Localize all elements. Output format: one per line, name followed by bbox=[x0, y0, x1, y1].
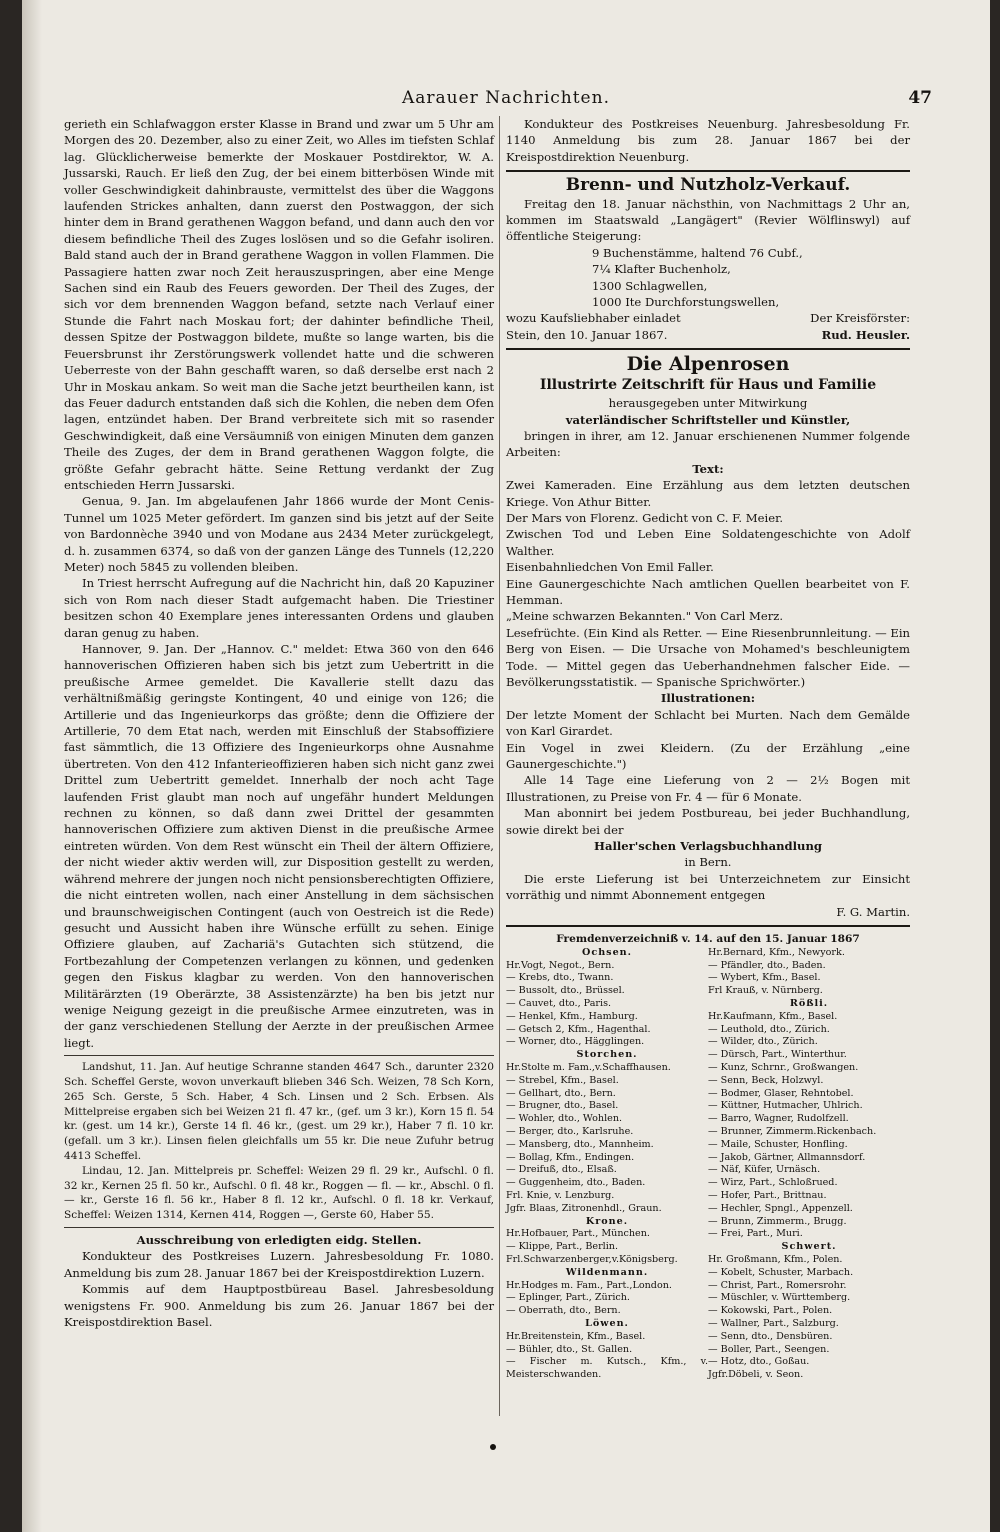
guest-entry: Hr.Bernard, Kfm., Newyork. bbox=[708, 946, 845, 958]
guest-entry: Frl.Schwarzenberger,v.Königsberg. bbox=[506, 1254, 678, 1266]
guest-entry: — Bollag, Kfm., Endingen. bbox=[506, 1151, 635, 1163]
guest-entry: — Müschler, v. Württemberg. bbox=[708, 1292, 851, 1304]
column-divider bbox=[499, 116, 500, 1416]
guest-entry: Hr.Hofbauer, Part., München. bbox=[506, 1228, 650, 1240]
guest-entry: — Getsch 2, Kfm., Hagenthal. bbox=[506, 1023, 651, 1035]
guest-entry: — Leuthold, dto., Zürich. bbox=[708, 1023, 830, 1035]
page-number: 47 bbox=[908, 88, 932, 108]
wood-sale-footer-2 bbox=[506, 327, 910, 343]
guest-entry: — Bussolt, dto., Brüssel. bbox=[506, 985, 625, 997]
guest-entry: — Berger, dto., Karlsruhe. bbox=[506, 1126, 634, 1138]
guest-entry: — Strebel, Kfm., Basel. bbox=[506, 1074, 619, 1086]
guest-list-col-2 bbox=[708, 947, 910, 1382]
hotel-name: Wildenmann. bbox=[565, 1266, 649, 1278]
text-heading: Text: bbox=[692, 461, 724, 476]
wood-sale-invite: wozu Kaufsliebhaber einladet bbox=[506, 311, 681, 326]
guest-entry: — Senn, Beck, Holzwyl. bbox=[708, 1074, 824, 1086]
divider bbox=[506, 925, 910, 927]
guest-entry: — Pfändler, dto., Baden. bbox=[708, 959, 826, 971]
text-item: Zwischen Tod und Leben Eine Soldatengeschichte von Adolf Walther. bbox=[506, 527, 910, 558]
guest-entry: — Wallner, Part., Salzburg. bbox=[708, 1318, 839, 1329]
publisher-name: Haller'schen Verlagsbuchhandlung bbox=[593, 839, 822, 854]
guest-entry: — Oberrath, dto., Bern. bbox=[506, 1305, 621, 1317]
guest-entry: — Hofer, Part., Brittnau. bbox=[708, 1190, 827, 1202]
publisher-city: in Bern. bbox=[684, 855, 732, 870]
guest-entry: — Mansberg, dto., Mannheim. bbox=[506, 1138, 654, 1150]
text-item: Der Mars von Florenz. Gedicht von C. F. Meier. bbox=[506, 510, 784, 525]
guest-entry: — Christ, Part., Romersrohr. bbox=[708, 1279, 847, 1291]
wood-sale-signer: Rud. Heusler. bbox=[821, 327, 910, 342]
guest-entry: — Barro, Wagner, Rudolfzell. bbox=[708, 1113, 849, 1125]
page-header bbox=[22, 88, 990, 112]
alpenrosen-title: Die Alpenrosen bbox=[626, 353, 790, 376]
guest-entry: — Worner, dto., Hägglingen. bbox=[506, 1036, 645, 1048]
guest-entry: Hr.Kaufmann, Kfm., Basel. bbox=[708, 1010, 838, 1022]
article-triest: In Triest herrscht Aufregung auf die Nachricht hin, daß 20 Kapuziner sich von Rom nach dieser Stadt aufgemacht haben. Die Triestiner besitzen schon 40 Exemplare jenes interessanten Ordens und glauben daran genug zu haben. bbox=[64, 576, 494, 640]
guest-entry: — Brunner, Zimmerm.Rickenbach. bbox=[708, 1126, 877, 1138]
guest-entry: — Wilder, dto., Zürich. bbox=[708, 1036, 818, 1048]
newspaper-title: Aarauer Nachrichten. bbox=[402, 88, 610, 108]
notice-heading: Ausschreibung von erledigten eidg. Stellen. bbox=[136, 1232, 422, 1247]
wood-sale-item: 1300 Schlagwellen, bbox=[592, 278, 708, 293]
alpenrosen-terms: Alle 14 Tage eine Lieferung von 2 — 2½ Bogen mit Illustrationen, zu Preise von Fr. 4 — für 6 Monate. bbox=[506, 773, 910, 804]
guest-entry: — Maile, Schuster, Honfling. bbox=[708, 1138, 848, 1150]
guest-list-columns bbox=[506, 947, 910, 1382]
hotel-name: Krone. bbox=[585, 1215, 629, 1227]
text-item: Lesefrüchte. (Ein Kind als Retter. — Eine Riesenbrunnleitung. — Ein Berg von Eisen. — Die Ursache von Mohamed's beschleunigtem Tode. — Mittel gegen das Ueberhandnehmen falscher Eide. — Bevölkerungsstatistik. — Spanische Sprichwörter.) bbox=[506, 625, 910, 689]
guest-entry: Jgfr. Blaas, Zitronenhdl., Graun. bbox=[506, 1202, 662, 1214]
guest-entry: — Fischer m. Kutsch., Kfm., v. Meisterschwanden. bbox=[506, 1356, 708, 1381]
wood-sale-sign-title: Der Kreisförster: bbox=[810, 311, 910, 326]
guest-entry: — Wohler, dto., Wohlen. bbox=[506, 1113, 623, 1125]
hotel-name: Löwen. bbox=[585, 1318, 629, 1329]
guest-entry: — Dürsch, Part., Winterthur. bbox=[708, 1049, 847, 1061]
wood-sale-item: 9 Buchenstämme, haltend 76 Cubf., bbox=[592, 245, 803, 260]
guest-entry: — Brugner, dto., Basel. bbox=[506, 1100, 619, 1112]
guest-entry: Frl. Knie, v. Lenzburg. bbox=[506, 1190, 615, 1202]
notice-luzern: Kondukteur des Postkreises Luzern. Jahresbesoldung Fr. 1080. Anmeldung bis zum 28. Januar 1867 bei der Kreispostdirektion Luzern. bbox=[64, 1249, 494, 1280]
guest-entry: — Henkel, Kfm., Hamburg. bbox=[506, 1010, 638, 1022]
divider bbox=[64, 1055, 494, 1056]
guest-entry: Frl Krauß, v. Nürnberg. bbox=[708, 985, 823, 997]
notice-basel: Kommis auf dem Hauptpostbüreau Basel. Jahresbesoldung wenigstens Fr. 900. Anmeldung bis zum 26. Januar 1867 bei der Kreispostdirektion Basel. bbox=[64, 1282, 494, 1329]
illustrations-heading: Illustrationen: bbox=[660, 691, 756, 706]
alpenrosen-ad bbox=[506, 353, 910, 920]
guest-entry: — Frei, Part., Muri. bbox=[708, 1228, 803, 1240]
guest-entry: Hr.Vogt, Negot., Bern. bbox=[506, 959, 615, 971]
market-report-lindau: Lindau, 12. Jan. Mittelpreis pr. Scheffel: Weizen 29 fl. 29 kr., Aufschl. 0 fl. 32 kr., Kernen 25 fl. 50 kr., Aufschl. 0 fl. 48 kr., Roggen — fl. — kr., Abschl. 0 fl. — kr., Gerste 16 fl. 56 kr., Haber 8 fl. 12 kr., Aufschl. 0 fl. 18 kr. Verkauf, Scheffel: Weizen 1314, Kernen 414, Roggen —, Gerste 60, Haber 55. bbox=[64, 1164, 494, 1222]
guest-entry: — Wybert, Kfm., Basel. bbox=[708, 972, 821, 984]
article-hannover: Hannover, 9. Jan. Der „Hannov. C." meldet: Etwa 360 von den 646 hannoverischen Offizieren haben sich bis jetzt zum Uebertritt in die preußische Armee gemeldet. Die Kavallerie stellt dazu das verhältnißmäßig geringste Kontingent, 40 und einige von 126; die Artillerie und das Ingenieurkorps das größte; denn die Offiziere der Artillerie, 70 dem Etat nach, werden mit Einschluß der Stabsoffiziere fast sämmtlich, die 13 Offiziere des Ingenieurkorps ohne Ausnahme übertreten. Von den 412 Infanterieoffizieren haben sich nicht ganz zwei Drittel zum Uebertritt gemeldet. Innerhalb der noch acht Tage laufenden Frist glaubt man noch auf ungefähr hundert Meldungen rechnen zu können, so daß dann zwei Drittel der gesammten hannoverischen Offiziere zum aktiven Dienst in die preußische Armee eintreten würden. Von dem Rest wünscht ein Theil der ältern Offiziere, der nicht wieder aktiv werden will, zur Disposition gestellt zu werden, während mehrere der jungen noch nicht pensionsberechtigten Offiziere, die nicht eintreten wollen, nach einer Anstellung in dem sächsischen und braunschweigischen Contingent (auch von Oestreich ist die Rede) gesucht und Aussicht haben ihre Wünsche erfüllt zu sehen. Einige Offiziere glauben, auf Zachariä's Gutachten sich stützend, die Fortbezahlung der Competenzen verlangen zu können, und gedenken gegen den Fiskus klagbar zu werden. Von den hannoverischen Militärärzten (19 Oberärzte, 38 Assistenzärzte) ha ben bis jetzt nur wenige Neigung gezeigt in die preußische Armee einzutreten, was in der ganz verschiedenen Stellung der Aerzte in der preußischen Armee liegt. bbox=[64, 642, 494, 1050]
illustration-item: Ein Vogel in zwei Kleidern. (Zu der Erzählung „eine Gaunergeschichte.") bbox=[506, 740, 910, 772]
guest-entry: — Kokowski, Part., Polen. bbox=[708, 1305, 833, 1317]
wood-sale-intro: Freitag den 18. Januar nächsthin, von Nachmittags 2 Uhr an, kommen im Staatswald „Langägert" (Revier Wölflinswyl) auf öffentliche Steigerung: bbox=[506, 196, 910, 244]
divider bbox=[506, 348, 910, 350]
guest-entry: — Bodmer, Glaser, Rehntobel. bbox=[708, 1087, 854, 1099]
guest-entry: — Hechler, Spngl., Appenzell. bbox=[708, 1202, 853, 1214]
hotel-name: Storchen. bbox=[576, 1049, 638, 1061]
left-column bbox=[64, 116, 494, 1330]
guest-entry: — Gellhart, dto., Bern. bbox=[506, 1087, 616, 1099]
guest-entry: — Dreifuß, dto., Elsaß. bbox=[506, 1164, 617, 1176]
text-item: „Meine schwarzen Bekannten." Von Carl Merz. bbox=[506, 609, 784, 624]
guest-entry: — Eplinger, Part., Zürich. bbox=[506, 1292, 630, 1304]
page-mark bbox=[490, 1444, 496, 1450]
alpenrosen-subscribe: Man abonnirt bei jedem Postbureau, bei jeder Buchhandlung, sowie direkt bei der bbox=[506, 806, 910, 837]
divider bbox=[506, 170, 910, 172]
article-train-fire: gerieth ein Schlafwaggon erster Klasse in Brand und zwar um 5 Uhr am Morgen des 20. Dezember, also zu einer Zeit, wo Alles im tiefsten Schlaf lag. Glücklicherweise bemerkte der Moskauer Postdirektor, W. A. Jussarski, Rauch. Er ließ den Zug, der bei einem bitterbösen Winde mit voller Geschwindigkeit dahinbrauste, vermittelst des über die Waggons laufenden Strickes anhalten, dann zuerst den Postwaggon, der sich hinter dem in Brand gerathenen Waggon befand, und dann auch den vor diesem befindliche Theil des Zuges loslösen und so die Gefahr isoliren. Bald stand auch der in Brand gerathene Waggon in vollen Flammen. Die Passagiere hatten zwar noch Zeit herauszuspringen, aber eine Menge Sachen sind ein Raub des Feuers geworden. Der Theil des Zuges, der sich vor dem brennenden Waggon befand, setzte nach Verlauf einer Stunde die Fahrt nach Moskau fort; der dahinter befindliche Theil, dessen Spitze der Postwaggon bildete, mußte so lange warten, bis die Feuersbrunst ihr Zerstörungswerk vollendet hatte und die schweren Ueberreste von der Bahn geschafft waren, so daß derselbe erst nach 2 Uhr in Moskau ankam. So weit man die Sache jetzt beurtheilen kann, ist das Feuer dadurch entstanden daß sich die Kohlen, die neben dem Ofen lagen, entzündet haben. Der Brand verbreitete sich mit so rasender Geschwindigkeit, daß eine Versäumniß von einigen Minuten dem ganzen Theile des Zuges, der dem in Brand gerathenen Waggon folgte, die größte Gefahr gebracht hätte. Seine Rettung verdankt der Zug entschieden Herrn Jussarski. bbox=[64, 117, 494, 492]
guest-entry: Hr.Hodges m. Fam., Part.,London. bbox=[506, 1279, 672, 1291]
wood-sale-item: 1000 Ite Durchforstungswellen, bbox=[592, 295, 780, 310]
text-item: Eisenbahnliedchen Von Emil Faller. bbox=[506, 560, 714, 575]
alpenrosen-line2: vaterländischer Schriftsteller und Künstler, bbox=[565, 412, 851, 427]
wood-sale-footer bbox=[506, 310, 910, 326]
guest-entry: Hr.Stolte m. Fam.,v.Schaffhausen. bbox=[506, 1062, 671, 1074]
guest-entry: — Krebs, dto., Twann. bbox=[506, 972, 614, 984]
wood-sale-items bbox=[506, 245, 910, 311]
article-genua: Genua, 9. Jan. Im abgelaufenen Jahr 1866 wurde der Mont Cenis-Tunnel um 1025 Meter gefördert. Im ganzen sind bis jetzt auf der Seite von Bardonnèche 3940 und von Modane aus 2434 Meter zurückgelegt, d. h. zusammen 6374, so daß von der ganzen Länge des Tunnels (12,220 Meter) noch 5845 zu vollenden bleiben. bbox=[64, 494, 494, 574]
guest-list-title: Fremdenverzeichniß v. 14. auf den 15. Januar 1867 bbox=[556, 933, 860, 946]
wood-sale-title: Brenn- und Nutzholz-Verkauf. bbox=[565, 175, 851, 196]
guest-entry: — Boller, Part., Seengen. bbox=[708, 1343, 830, 1355]
alpenrosen-signer: F. G. Martin. bbox=[836, 904, 910, 919]
newspaper-page bbox=[22, 0, 990, 1532]
text-item: Zwei Kameraden. Eine Erzählung aus dem letzten deutschen Kriege. Von Athur Bitter. bbox=[506, 478, 910, 509]
guest-entry: — Klippe, Part., Berlin. bbox=[506, 1241, 619, 1253]
notice-neuenburg: Kondukteur des Postkreises Neuenburg. Jahresbesoldung Fr. 1140 Anmeldung bis zum 28. Januar 1867 bei der Kreispostdirektion Neuenburg. bbox=[506, 117, 910, 164]
guest-entry: Hr.Breitenstein, Kfm., Basel. bbox=[506, 1330, 646, 1342]
guest-entry: — Kobelt, Schuster, Marbach. bbox=[708, 1266, 854, 1278]
wood-sale-place: Stein, den 10. Januar 1867. bbox=[506, 327, 668, 342]
hotel-name: Schwert. bbox=[781, 1241, 837, 1253]
guest-entry: — Cauvet, dto., Paris. bbox=[506, 998, 612, 1010]
alpenrosen-subtitle: Illustrirte Zeitschrift für Haus und Familie bbox=[539, 376, 877, 393]
guest-entry: Jgfr.Döbeli, v. Seon. bbox=[708, 1369, 804, 1381]
guest-entry: — Küttner, Hutmacher, Uhlrich. bbox=[708, 1100, 863, 1112]
alpenrosen-intro: bringen in ihrer, am 12. Januar erschienenen Nummer folgende Arbeiten: bbox=[506, 428, 910, 460]
market-report-landshut: Landshut, 11. Jan. Auf heutige Schranne standen 4647 Sch., darunter 2320 Sch. Scheffel Gerste, wovon unverkauft blieben 346 Sch. Weizen, 78 Sch Korn, 265 Sch. Gerste, 5 Sch. Haber, 4 Sch. Linsen und 2 Sch. Erbsen. Als Mittelpreise ergaben sich bei Weizen 21 fl. 47 kr., (gef. um 3 kr.), Korn 15 fl. 54 kr. (gest. um 14 kr.), Gerste 14 fl. 46 kr., (gest. um 29 kr.), Haber 7 fl. 10 kr. (gefall. um 3 kr.). Linsen fielen gleichfalls um 55 kr. Die neue Zufuhr betrug 4413 Scheffel. bbox=[64, 1061, 494, 1162]
wood-sale-ad bbox=[506, 177, 910, 343]
guest-list bbox=[506, 932, 910, 1382]
guest-entry: — Hotz, dto., Goßau. bbox=[708, 1356, 810, 1368]
divider bbox=[64, 1227, 494, 1228]
guest-entry: — Näf, Küfer, Urnäsch. bbox=[708, 1164, 821, 1176]
guest-entry: Hr. Großmann, Kfm., Polen. bbox=[708, 1254, 843, 1266]
wood-sale-item: 7¼ Klafter Buchenholz, bbox=[592, 262, 731, 277]
text-item: Eine Gaunergeschichte Nach amtlichen Quellen bearbeitet von F. Hemman. bbox=[506, 576, 910, 607]
illustration-item: Der letzte Moment der Schlacht bei Murten. Nach dem Gemälde von Karl Girardet. bbox=[506, 707, 910, 739]
guest-entry: — Kunz, Schrnr., Großwangen. bbox=[708, 1062, 859, 1074]
right-column bbox=[506, 116, 910, 1382]
hotel-name: Rößli. bbox=[789, 998, 829, 1010]
guest-entry: — Brunn, Zimmerm., Brugg. bbox=[708, 1215, 847, 1227]
hotel-name: Ochsen. bbox=[582, 946, 632, 958]
guest-entry: — Guggenheim, dto., Baden. bbox=[506, 1177, 646, 1189]
guest-entry: — Bühler, dto., St. Gallen. bbox=[506, 1343, 633, 1355]
guest-entry: — Senn, dto., Densbüren. bbox=[708, 1330, 833, 1342]
guest-list-col-1 bbox=[506, 947, 708, 1382]
alpenrosen-line1: herausgegeben unter Mitwirkung bbox=[608, 396, 808, 411]
alpenrosen-delivery: Die erste Lieferung ist bei Unterzeichnetem zur Einsicht vorräthig und nimmt Abonnement entgegen bbox=[506, 871, 910, 903]
guest-entry: — Jakob, Gärtner, Allmannsdorf. bbox=[708, 1151, 866, 1163]
guest-entry: — Wirz, Part., Schloßrued. bbox=[708, 1177, 838, 1189]
